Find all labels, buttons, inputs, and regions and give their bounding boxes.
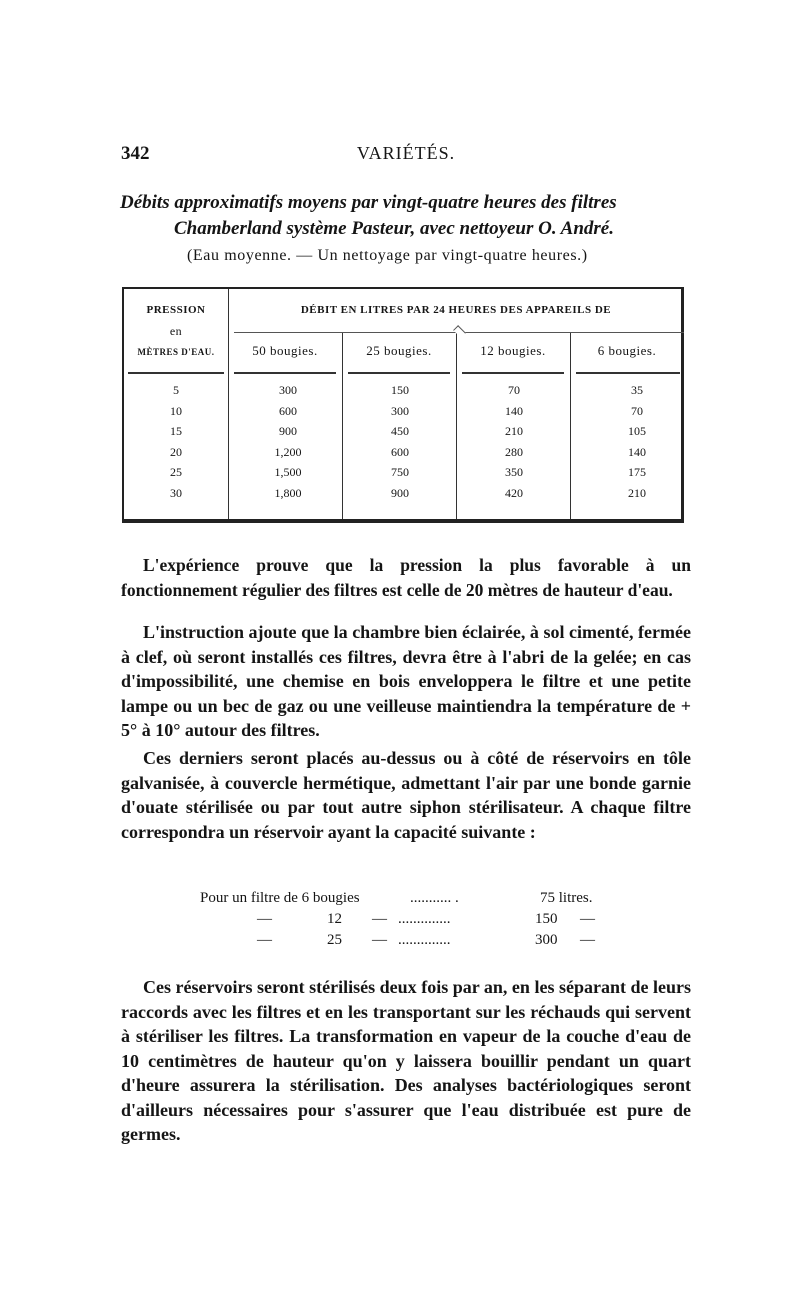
table-cell: 140 [628, 444, 646, 459]
pressure-header-1: PRESSION [146, 304, 206, 316]
table-cell: 25 [170, 465, 182, 479]
pressure-header-2: en [169, 324, 183, 338]
table-cell: 750 [391, 465, 409, 479]
capacity-row [200, 911, 630, 932]
table-cell: 150 [391, 383, 409, 397]
table-cell: 20 [170, 444, 182, 459]
table-cell: 420 [505, 485, 523, 500]
device-header-6: 6 bougies. [597, 343, 657, 358]
paragraph-2-text: L'instruction ajoute que la chambre bien éclairée, à sol cimenté, fermée à clef, où seront installés ces filtres, devra être à l'abri de la gelée; en cas d'impossibilité, une chemise en bois enveloppera le filtre et une petite lampe ou un bec de gaz ou une veilleuse maintiendra la température de + 5° à 10° autour des filtres. [121, 622, 691, 740]
device-header-25: 25 bougies. [366, 343, 432, 358]
group-header: DÉBIT EN LITRES PAR 24 HEURES DES APPAREILS DE [300, 304, 612, 316]
header-rule [576, 372, 680, 374]
table-cell: 900 [279, 424, 297, 438]
table-cell: 210 [628, 485, 646, 500]
running-head: VARIÉTÉS. [356, 143, 456, 163]
capacity-dash: — [257, 911, 272, 927]
table-cell: 5 [173, 383, 179, 397]
table-cell: 280 [505, 444, 523, 459]
table-cell: 70 [508, 383, 520, 397]
table-cell: 35 [631, 383, 643, 397]
paragraph-3 [121, 746, 691, 844]
header-rule [348, 372, 450, 374]
table-cell: 30 [170, 485, 182, 500]
capacity-value: 150 [535, 911, 558, 927]
pressure-header-3: MÈTRES D'EAU. [137, 347, 215, 357]
capacity-dots: ........... . [410, 890, 459, 906]
table-cell: 1,200 [274, 444, 302, 459]
paragraph-4 [121, 975, 691, 1147]
table-cell: 1,800 [274, 485, 302, 500]
header-rule [462, 372, 564, 374]
table-title-line-2: Chamberland système Pasteur, avec nettoyeur O. André. [174, 218, 614, 239]
capacity-value: 300 [535, 932, 558, 948]
capacity-row [200, 890, 630, 911]
paragraph-4-text: Ces réservoirs seront stérilisés deux fois par an, en les séparant de leurs raccords avec les filtres et en les transportant sur les réchauds qui servent à stériliser les filtres. La transformation en vapeur de la couche d'eau de 10 centimètres de hauteur qu'on y laissera bouillir pendant un quart d'heure assurera la stérilisation. Des analyses bactériologiques seront d'ailleurs nécessaires pour s'assurer que l'eau distribuée est pure de germes. [121, 977, 691, 1144]
capacity-dash: — [372, 932, 387, 948]
device-header-12: 12 bougies. [480, 343, 546, 358]
table-cell: 15 [170, 424, 182, 438]
header-rule [234, 372, 336, 374]
table-title-line-1: Débits approximatifs moyens par vingt-quatre heures des filtres [120, 192, 617, 213]
table-cell: 350 [505, 465, 523, 479]
table-cell: 105 [628, 424, 646, 438]
capacity-dash: — [257, 932, 272, 948]
capacity-label: 25 [327, 932, 342, 948]
table-cell: 210 [505, 424, 523, 438]
table-cell: 450 [391, 424, 409, 438]
capacity-label: Pour un filtre de 6 bougies [200, 890, 360, 906]
column-divider [456, 333, 457, 519]
table-cell: 300 [391, 403, 409, 418]
table-cell: 10 [170, 403, 182, 418]
capacity-dots: .............. [398, 911, 451, 927]
table-cell: 600 [279, 403, 297, 418]
capacity-dash: — [372, 911, 387, 927]
capacity-row [200, 932, 630, 953]
table-subtitle: (Eau moyenne. — Un nettoyage par vingt-quatre heures.) [187, 247, 588, 264]
table-cell: 900 [391, 485, 409, 500]
paragraph-1-text: L'expérience prouve que la pression la plus favorable à un fonctionnement régulier des filtres est celle de 20 mètres de hauteur d'eau. [121, 555, 691, 600]
capacity-dots: .............. [398, 932, 451, 948]
table-cell: 175 [628, 465, 646, 479]
column-divider [228, 289, 229, 519]
table-cell: 300 [279, 383, 297, 397]
device-header-50: 50 bougies. [252, 343, 318, 358]
header-brace [234, 332, 684, 333]
table-cell: 70 [631, 403, 643, 418]
capacity-dash: — [580, 911, 595, 927]
capacity-value: 75 litres. [540, 890, 593, 906]
header-rule [128, 372, 224, 374]
table-cell: 1,500 [274, 465, 302, 479]
table-cell: 140 [505, 403, 523, 418]
column-divider [570, 333, 571, 519]
page-number: 342 [121, 143, 150, 164]
table-title [120, 190, 700, 242]
page-header [121, 143, 691, 167]
table-cell: 600 [391, 444, 409, 459]
paragraph-1 [121, 553, 691, 602]
capacity-label: 12 [327, 911, 342, 927]
paragraph-2 [121, 620, 691, 743]
paragraph-3-text: Ces derniers seront placés au-dessus ou à côté de réservoirs en tôle galvanisée, à couvercle hermétique, admettant l'air par une bonde garnie d'ouate stérilisée ou par tout autre siphon stérilisateur. A chaque filtre correspondra un réservoir ayant la capacité suivante : [121, 748, 691, 842]
flow-table [122, 287, 684, 523]
column-divider [342, 333, 343, 519]
capacity-dash: — [580, 932, 595, 948]
